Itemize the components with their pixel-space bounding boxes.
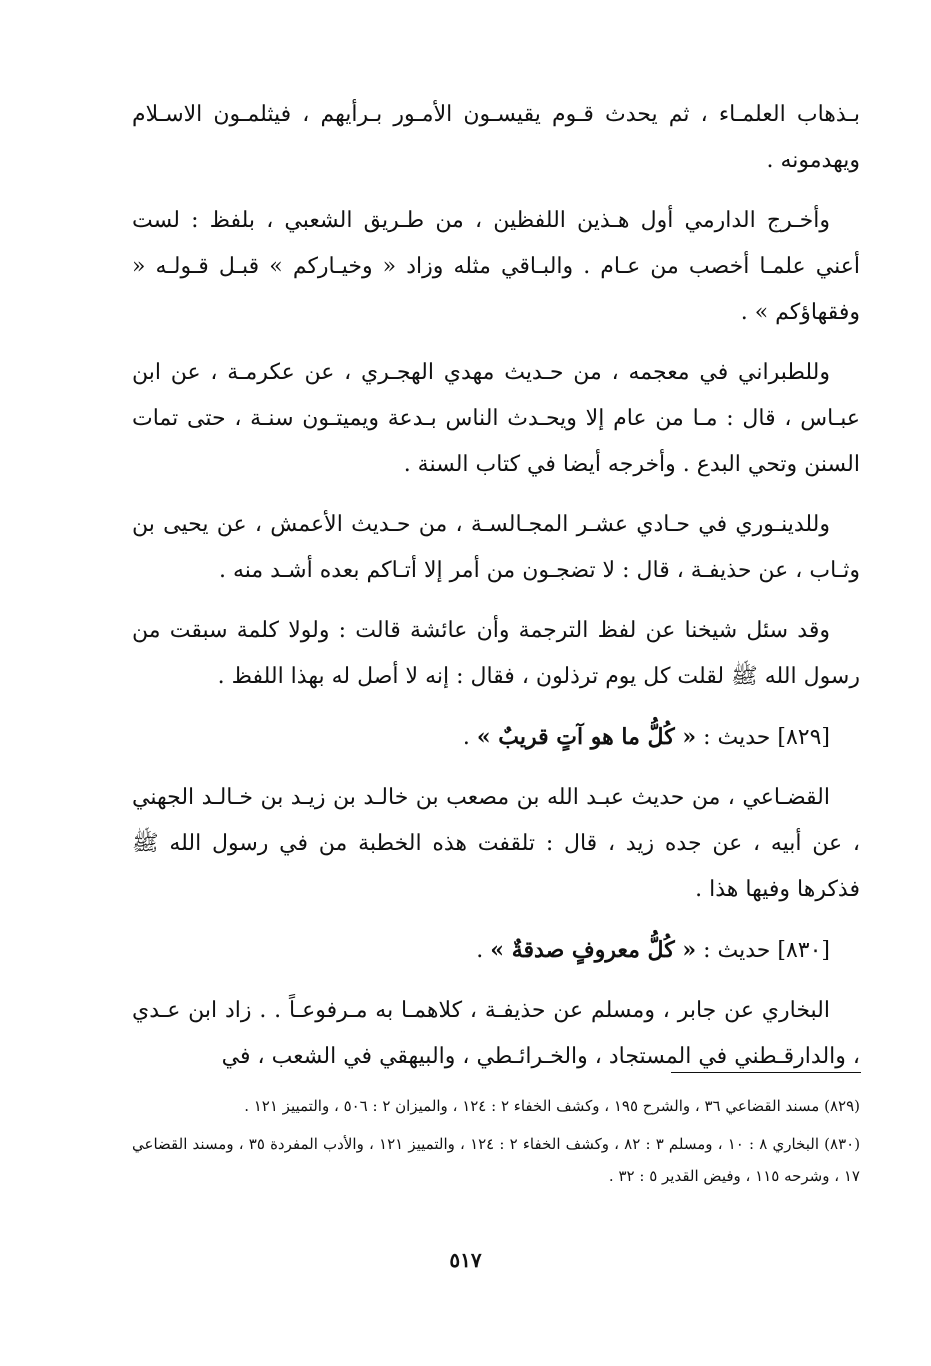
hadith-quote: « كُلُّ معروفٍ صدقةٌ »	[490, 937, 697, 963]
body-paragraph: وللطبراني في معجمه ، من حـديث مهدي الهجـري ، عن عكرمـة ، عن ابن عبـاس ، قال : مـا من عام إلا ويحـدث الناس بـدعة ويميتـون سنـة ، حتى تمات السنن وتحي البدع . وأخرجه أيضا في كتاب السنة .	[132, 360, 860, 477]
hadith-heading-829	[132, 714, 860, 761]
page-number: ٥١٧	[449, 1248, 482, 1272]
hadith-number: [٨٢٩]	[777, 725, 830, 750]
hadith-heading-830	[132, 927, 860, 974]
body-paragraph: البخاري عن جابر ، ومسلم عن حذيفـة ، كلاهمـا به مـرفوعـاً . . زاد ابن عـدي ، والدارقـطني في المستجاد ، والخـرائـطي ، والبيهقي في الشعب ، في	[132, 998, 860, 1069]
body-paragraph: القضـاعي ، من حديث عبـد الله بن مصعب بن خالـد بن زيـد بن خـالـد الجهني ، عن أبيه ، عن جده زيد ، قال : تلقفت هذه الخطبة من في رسول الله ﷺ فذكرها وفيها هذا .	[132, 785, 860, 902]
page-body	[132, 92, 860, 1094]
hadith-end: .	[476, 938, 484, 963]
hadith-quote: « كُلُّ ما هو آتٍ قريبٌ »	[476, 724, 697, 750]
footnote: (٨٢٩) مسند القضاعي ٣٦ ، والشرح ١٩٥ ، وكشف الخفاء ٢ : ١٢٤ ، والميزان ٢ : ٥٠٦ ، والتمييز ١٢١ .	[244, 1097, 860, 1115]
hadith-label: حديث :	[703, 725, 771, 750]
footnote-divider	[671, 1072, 861, 1073]
hadith-number: [٨٣٠]	[777, 938, 830, 963]
body-paragraph: وأخـرج الدارمي أول هـذين اللفظين ، من طـريق الشعبي ، بلفظ : لست أعني علمـا أخصب من عـام . والبـاقي مثله وزاد « وخيـاركم » قبـل قـولـه « وفقهاؤكم » .	[132, 208, 860, 325]
hadith-end: .	[462, 725, 470, 750]
body-paragraph: وللدينـوري في حـادي عشـر المجـالسـة ، من حـديث الأعمش ، عن يحيى بن وثـاب ، عن حذيفـة ، قال : لا تضجـون من أمر إلا أتـاكم بعده أشـد منه .	[132, 512, 860, 583]
footnote: (٨٣٠) البخاري ٨ : ١٠ ، ومسلم ٣ : ٨٢ ، وكشف الخفاء ٢ : ١٢٤ ، والتمييز ١٢١ ، والأدب المفردة ٣٥ ، ومسند القضاعي ١٧ ، وشرحه ١١٥ ، وفيض القدير ٥ : ٣٢ .	[132, 1135, 861, 1185]
body-paragraph: وقد سئل شيخنا عن لفظ الترجمة وأن عائشة قالت : ولولا كلمة سبقت من رسول الله ﷺ لقلت كل يوم ترذلون ، فقال : إنه لا أصل له بهذا اللفظ .	[132, 618, 860, 689]
body-paragraph: بـذهاب العلمـاء ، ثم يحدث قـوم يقيسـون الأمـور بـرأيهم ، فيثلمـون الاسـلام ويهدمونه .	[132, 102, 860, 173]
hadith-label: حديث :	[703, 938, 771, 963]
footnotes	[132, 1090, 860, 1198]
